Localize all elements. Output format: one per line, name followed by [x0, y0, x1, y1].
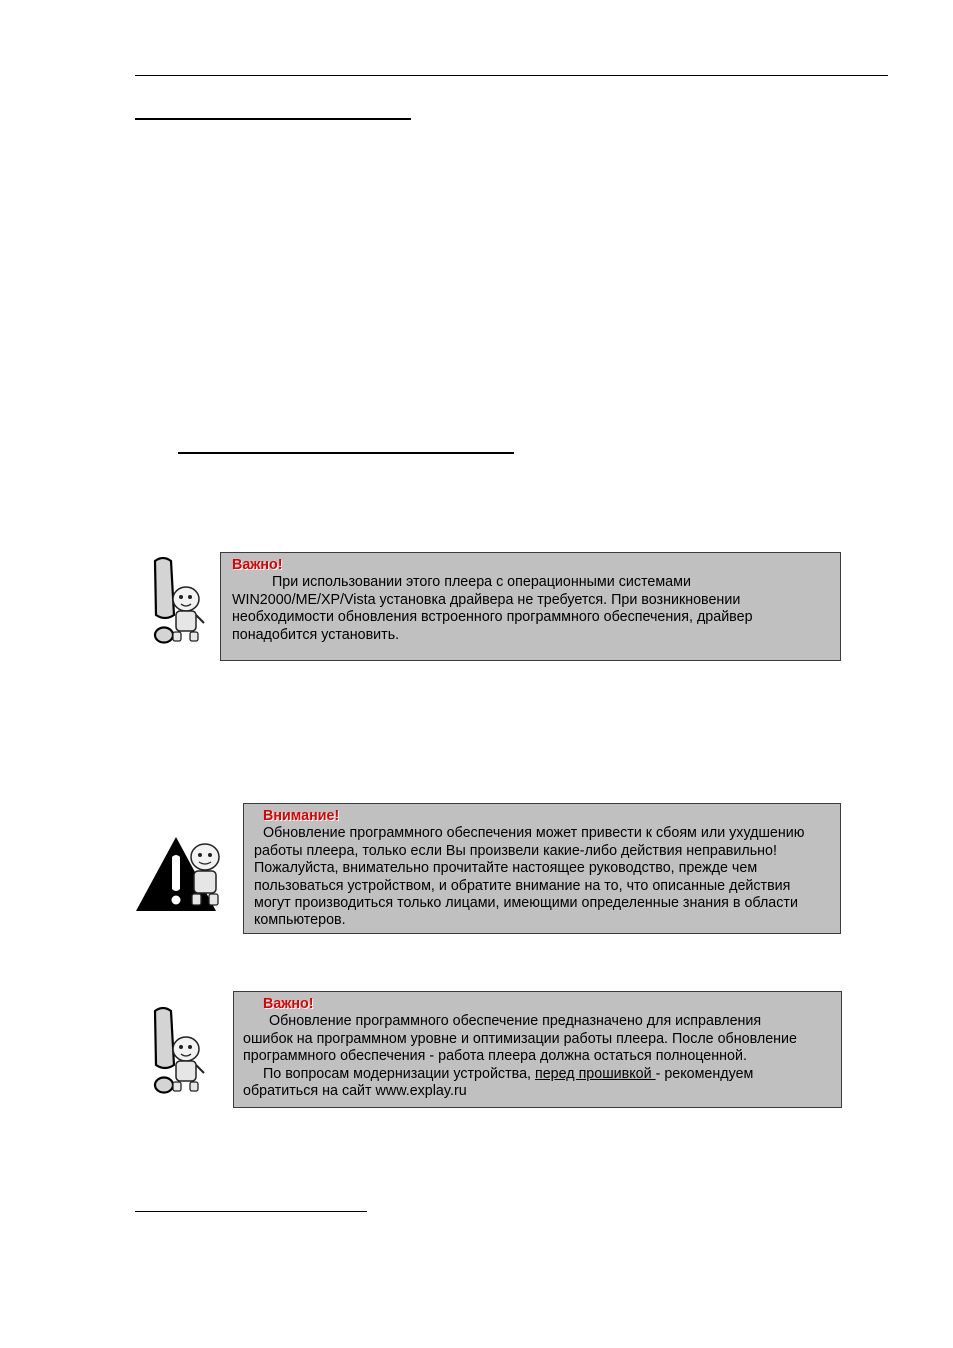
header-rule: [135, 75, 888, 76]
note-text: По вопросам модернизации устройства,: [263, 1065, 535, 1082]
note-line: Обновление программного обеспечения может привести к сбоям или ухудшению: [263, 825, 805, 842]
exclamation-mascot-icon: [143, 1003, 209, 1098]
note-line: программного обеспечения - работа плеера должна остаться полноценной.: [243, 1048, 747, 1065]
note-text: - рекомендуем: [655, 1065, 754, 1082]
note-line: необходимости обновления встроенного программного обеспечения, драйвер: [232, 609, 753, 626]
warning-triangle-mascot-icon: [134, 833, 226, 915]
note-line: пользоваться устройством, и обратите внимание на то, что описанные действия: [254, 877, 791, 894]
note-line: работы плеера, только если Вы произвели какие-либо действия неправильно!: [254, 842, 777, 859]
note-heading: Важно!: [232, 557, 283, 573]
footnote-separator: [135, 1211, 367, 1212]
note-line: Обновление программного обеспечение предназначено для исправления: [269, 1013, 762, 1030]
note-line: понадобится установить.: [232, 626, 400, 643]
subsection-heading-underline: [178, 452, 514, 454]
note-line: Пожалуйста, внимательно прочитайте настоящее руководство, прежде чем: [254, 860, 758, 877]
firmware-link-text: перед прошивкой: [534, 1065, 656, 1082]
note-line: При использовании этого плеера с операционными системами: [272, 574, 691, 591]
important-note-1: [220, 552, 841, 661]
section-heading-underline: [135, 118, 411, 120]
warning-note: [243, 803, 841, 934]
important-note-2: [233, 991, 842, 1108]
note-line: [243, 1066, 831, 1083]
note-line: WIN2000/ME/XP/Vista установка драйвера не требуется. При возникновении: [232, 591, 741, 608]
note-line: могут производиться только лицами, имеющими определенные знания в области: [254, 895, 798, 912]
note-heading: Важно!: [263, 996, 314, 1012]
note-line: ошибок на программном уровне и оптимизации работы плеера. После обновление: [243, 1030, 797, 1047]
exclamation-mascot-icon: [143, 553, 209, 648]
note-line: компьютеров.: [254, 912, 346, 929]
note-heading: Внимание!: [263, 808, 340, 824]
note-line: обратиться на сайт www.explay.ru: [243, 1083, 467, 1100]
